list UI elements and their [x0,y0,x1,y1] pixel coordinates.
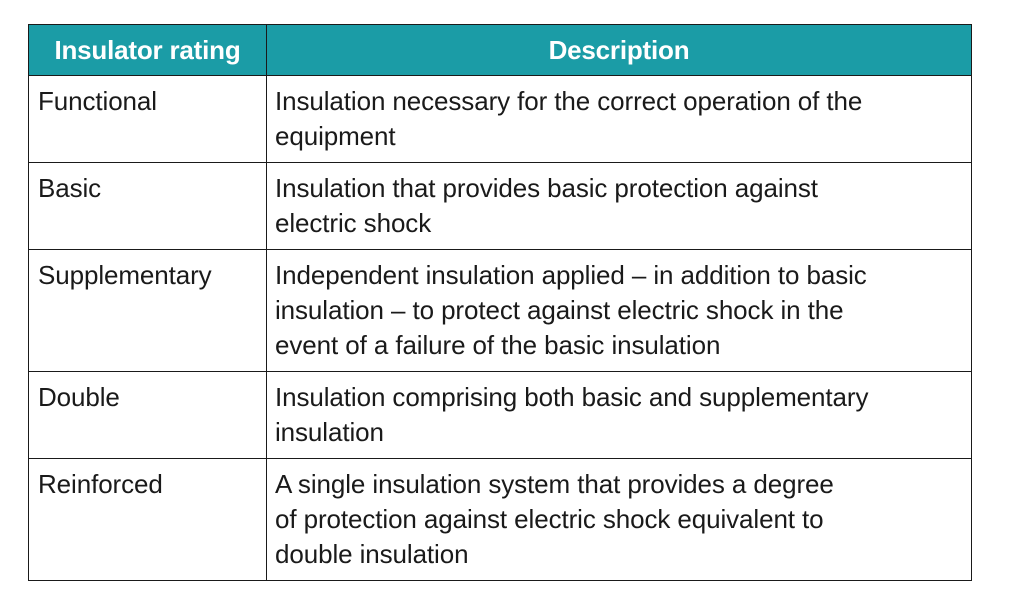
description-line: of protection against electric shock equivalent to [275,504,824,534]
description-line: equipment [275,121,396,151]
table-row [29,459,972,581]
header-row [29,25,972,76]
description-cell [267,163,972,250]
table-row [29,163,972,250]
description-cell [267,76,972,163]
description-cell [267,459,972,581]
description-line: double insulation [275,539,469,569]
insulator-rating-table [28,24,972,581]
description-line: insulation [275,417,384,447]
description-line: electric shock [275,208,432,238]
description-line: Insulation that provides basic protection against [275,173,818,203]
table-row [29,250,972,372]
rating-cell: Basic [29,163,267,250]
description-line: event of a failure of the basic insulation [275,330,721,360]
description-line: A single insulation system that provides a degree [275,469,834,499]
rating-cell: Functional [29,76,267,163]
description-line: Independent insulation applied – in addition to basic [275,260,867,290]
description-line: Insulation necessary for the correct operation of the [275,86,863,116]
table-row [29,372,972,459]
header-description: Description [267,25,972,76]
description-line: Insulation comprising both basic and supplementary [275,382,869,412]
description-cell [267,372,972,459]
table-body [29,76,972,581]
description-line: insulation – to protect against electric shock in the [275,295,844,325]
table-header [29,25,972,76]
table-row [29,76,972,163]
rating-cell: Double [29,372,267,459]
description-cell [267,250,972,372]
rating-cell: Supplementary [29,250,267,372]
rating-cell: Reinforced [29,459,267,581]
header-insulator-rating: Insulator rating [29,25,267,76]
